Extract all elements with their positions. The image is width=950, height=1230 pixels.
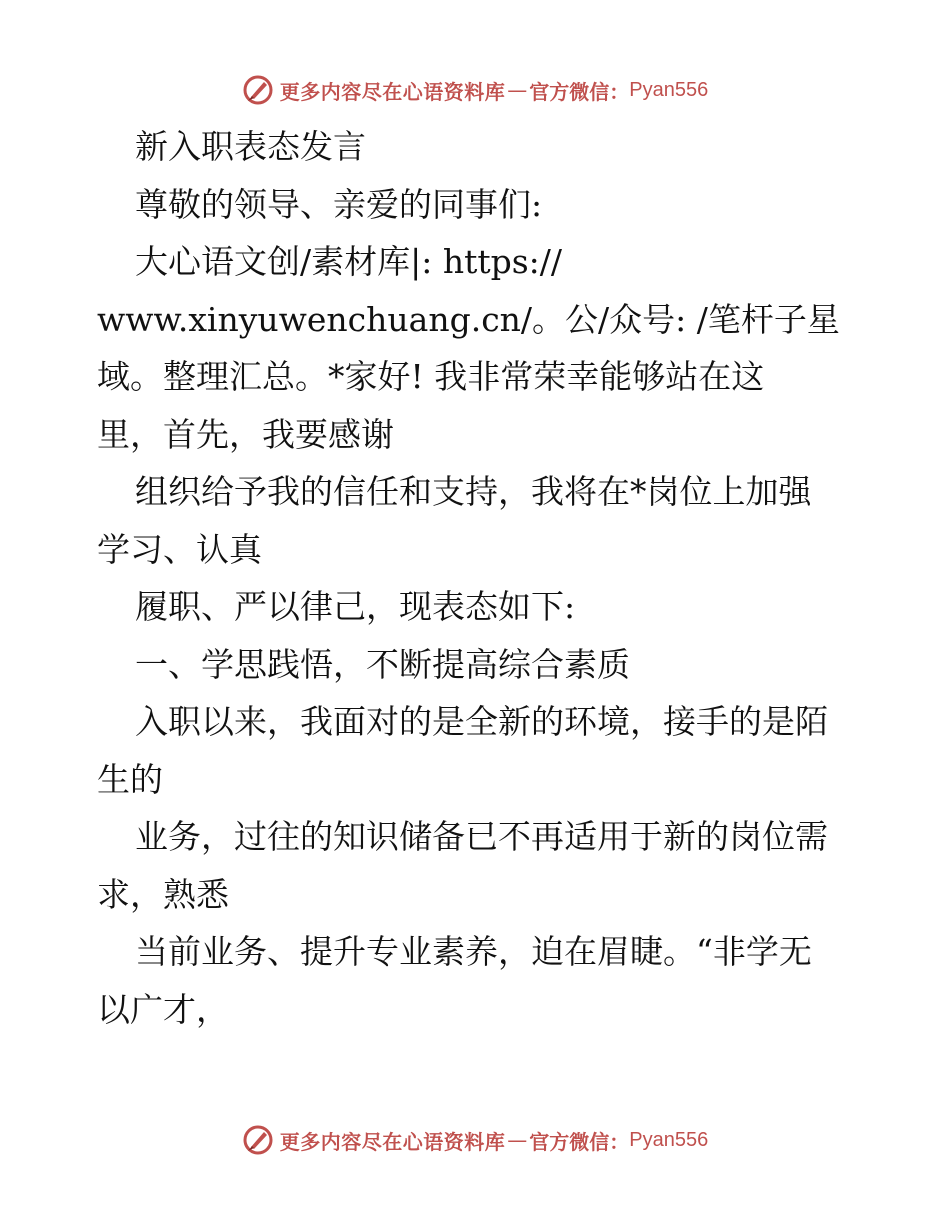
text-line: 新入职表态发言	[135, 127, 366, 166]
text-line: www.xinyuwenchuang.cn/。公/众号: /笔杆子星	[97, 299, 840, 339]
document-body	[97, 118, 857, 1038]
footer-watermark	[0, 1120, 950, 1160]
footer-wechat-id: Pyan556	[629, 1128, 709, 1151]
quill-logo-icon	[242, 74, 274, 106]
text-line: 大心语文创/素材库|: https://	[135, 242, 563, 281]
text-line: 域。整理汇总。*家好! 我非常荣幸能够站在这	[97, 357, 765, 396]
text-line: 入职以来，我面对的是全新的环境，接手的是陌	[135, 702, 828, 741]
header-watermark	[0, 70, 950, 110]
text-line: 生的	[97, 759, 163, 799]
header-official-label: 官方微信：	[529, 79, 630, 104]
text-line: 履职、严以律己，现表态如下:	[135, 587, 576, 626]
text-line: 学习、认真	[97, 529, 262, 569]
footer-brand-text: 更多内容尽在心语资料库	[279, 1129, 506, 1154]
text-line: 以广才，	[97, 989, 229, 1029]
text-line: 里，首先，我要感谢	[97, 414, 394, 454]
footer-dash: —	[507, 1128, 528, 1152]
header-wechat-id: Pyan556	[629, 78, 709, 101]
text-line: 尊敬的领导、亲爱的同事们:	[135, 184, 543, 224]
text-line: 组织给予我的信任和支持，我将在*岗位上加强	[135, 472, 812, 511]
footer-official-label: 官方微信：	[529, 1129, 630, 1154]
text-line: 求，熟悉	[97, 874, 229, 914]
text-line: 一、学思践悟，不断提高综合素质	[135, 644, 630, 684]
header-dash: —	[507, 78, 528, 102]
text-line: 业务，过往的知识储备已不再适用于新的岗位需	[135, 817, 828, 856]
header-brand-text: 更多内容尽在心语资料库	[279, 79, 506, 104]
quill-logo-icon	[242, 1124, 274, 1156]
text-line: 当前业务、提升专业素养，迫在眉睫。“非学无	[135, 932, 812, 971]
